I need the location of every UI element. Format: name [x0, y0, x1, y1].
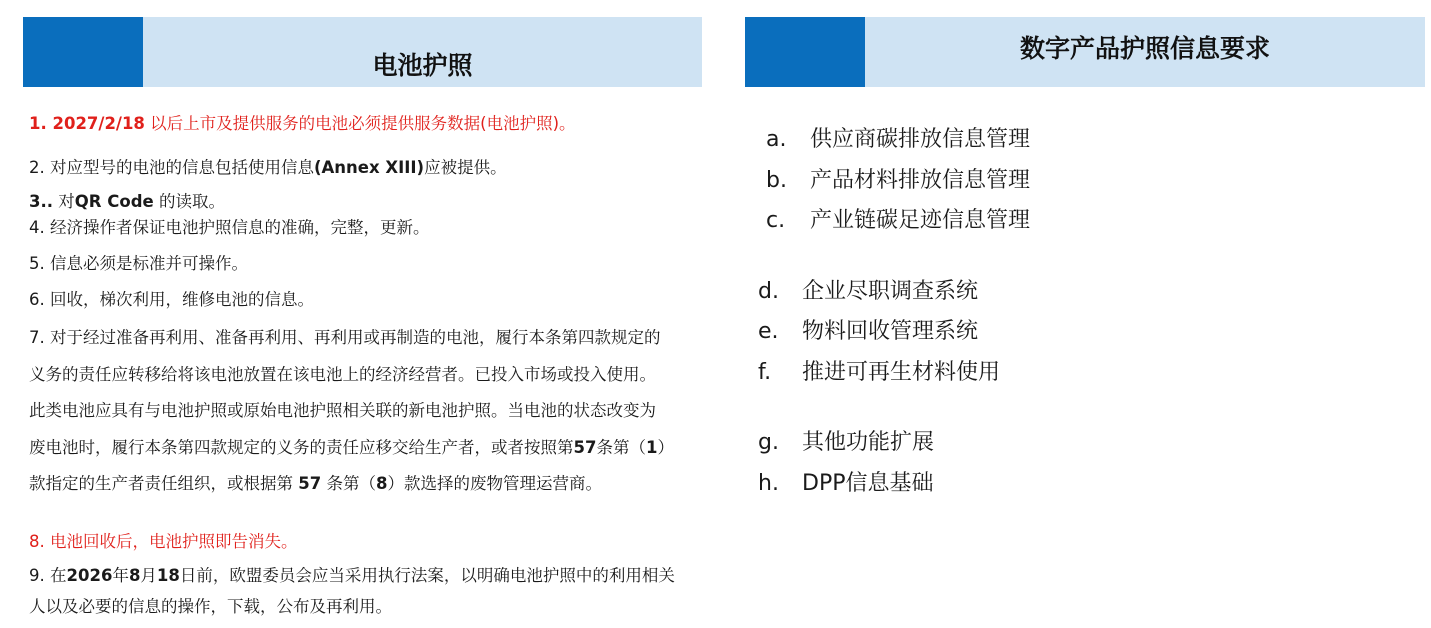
dpp-requirements-title: 数字产品护照信息要求 — [1019, 34, 1270, 63]
list-item: 2. 对应型号的电池的信息包括使用信息(Annex XIII)应被提供。 — [29, 158, 507, 177]
header-accent-block — [23, 17, 143, 87]
list-item: g. 其他功能扩展 — [758, 430, 935, 455]
list-item: 1. 2027/2/18 以后上市及提供服务的电池必须提供服务数据(电池护照)。 — [29, 114, 576, 133]
list-item: a. 供应商碳排放信息管理 — [766, 127, 1031, 152]
header-accent-block — [745, 17, 865, 87]
list-item: h. DPP信息基础 — [758, 471, 934, 496]
list-item: 6. 回收，梯次利用，维修电池的信息。 — [29, 290, 314, 309]
list-item: 9. 在2026年8月18日前，欧盟委员会应当采用执行法案，以明确电池护照中的利用相关人以及必要的信息的操作，下载，公布及再利用。 — [29, 566, 675, 616]
list-item: 7. 对于经过准备再利用、准备再利用、再利用或再制造的电池，履行本条第四款规定的义务的责任应转移给将该电池放置在该电池上的经济经营者。已投入市场或投入使用。此类电池应具有与电池护照或原始电池护照相关联的新电池护照。当电池的状态改变为废电池时，履行本条第四款规定的义务的责任应移交给生产者，或者按照第57条第（1）款指定的生产者责任组织，或根据第 57 条第（8）款选择的废物管理运营商。 — [29, 328, 666, 493]
list-item: 4. 经济操作者保证电池护照信息的准确，完整，更新。 — [29, 218, 430, 237]
list-item: 3.. 对QR Code 的读取。 — [29, 192, 225, 211]
list-item: 8. 电池回收后，电池护照即告消失。 — [29, 532, 298, 551]
list-item: e. 物料回收管理系统 — [758, 319, 979, 344]
dpp-requirements-header — [745, 17, 1425, 87]
list-item: 5. 信息必须是标准并可操作。 — [29, 254, 248, 273]
list-item: f. 推进可再生材料使用 — [758, 360, 1001, 385]
battery-passport-header — [23, 17, 702, 87]
list-item: c. 产业链碳足迹信息管理 — [766, 208, 1031, 233]
list-item: b. 产品材料排放信息管理 — [766, 168, 1031, 193]
list-item: d. 企业尽职调查系统 — [758, 279, 979, 304]
battery-passport-title: 电池护照 — [372, 51, 473, 80]
